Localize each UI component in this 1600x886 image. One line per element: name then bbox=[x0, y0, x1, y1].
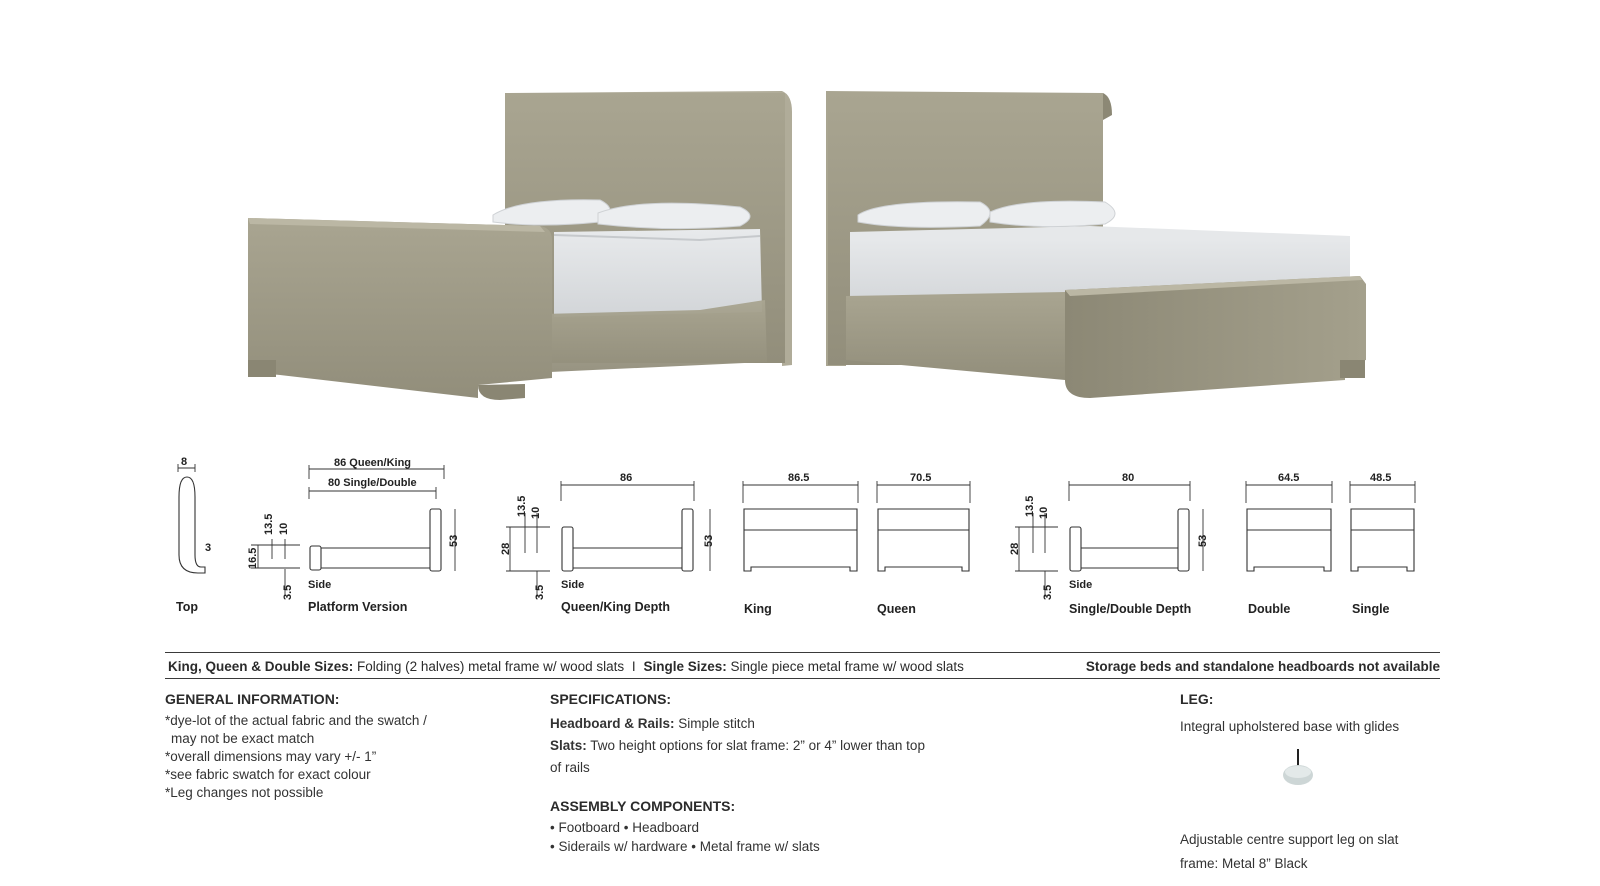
storage-notice: Storage beds and standalone headboards not available bbox=[1085, 659, 1440, 674]
platform-side-label: Side bbox=[308, 579, 332, 591]
drawing-sd-depth bbox=[1009, 472, 1209, 616]
leg-title: LEG: bbox=[1180, 691, 1214, 707]
platform-dim-sd: 80 Single/Double bbox=[328, 477, 417, 489]
double-caption: Double bbox=[1248, 602, 1291, 616]
slats-text: Two height options for slat frame: 2” or 4” lower than top bbox=[590, 738, 925, 753]
qk-h-total: 28 bbox=[500, 542, 512, 555]
platform-h-upper: 10 bbox=[278, 522, 290, 535]
general-line-3: *overall dimensions may vary +/- 1” bbox=[165, 749, 377, 764]
platform-dim-qk: 86 Queen/King bbox=[334, 457, 412, 469]
assembly-title: ASSEMBLY COMPONENTS: bbox=[550, 798, 736, 814]
general-line-4: *see fabric swatch for exact colour bbox=[165, 767, 371, 782]
single-dim-w: 48.5 bbox=[1370, 472, 1392, 484]
king-caption: King bbox=[744, 602, 772, 616]
bed-image-left bbox=[248, 91, 792, 400]
qk-h-head: 53 bbox=[703, 534, 715, 547]
king-dim-w: 86.5 bbox=[788, 472, 810, 484]
specs-slats bbox=[550, 738, 925, 753]
top-rule bbox=[165, 652, 1440, 653]
double-dim-w: 64.5 bbox=[1278, 472, 1300, 484]
qk-dim-len: 86 bbox=[620, 472, 633, 484]
kqd-text: Folding (2 halves) metal frame w/ wood slats bbox=[357, 659, 625, 674]
bed-product-images bbox=[0, 0, 1600, 430]
sd-h-total: 28 bbox=[1009, 542, 1021, 555]
drawing-single bbox=[1350, 472, 1415, 616]
headboard-label: Headboard & Rails: bbox=[550, 716, 675, 731]
platform-caption: Platform Version bbox=[308, 600, 408, 614]
bed-image-right bbox=[826, 91, 1366, 398]
sd-h-rail: 13.5 bbox=[1024, 495, 1036, 517]
bottom-rule bbox=[165, 678, 1440, 679]
specs-title: SPECIFICATIONS: bbox=[550, 691, 672, 707]
slats-label: Slats: bbox=[550, 738, 587, 753]
top-dim-depth: 3 bbox=[205, 542, 212, 554]
bar-separator: I bbox=[631, 659, 636, 674]
top-caption: Top bbox=[176, 600, 198, 614]
leg-line-3: frame: Metal 8” Black bbox=[1180, 856, 1308, 871]
frame-info-bar bbox=[168, 659, 1440, 674]
queen-caption: Queen bbox=[877, 602, 916, 616]
drawing-platform-version bbox=[247, 457, 460, 614]
qk-h-upper: 10 bbox=[530, 506, 542, 519]
platform-h-head: 53 bbox=[448, 534, 460, 547]
sd-side-label: Side bbox=[1069, 579, 1093, 591]
drawing-top bbox=[176, 456, 211, 614]
leg-line-2: Adjustable centre support leg on slat bbox=[1180, 832, 1399, 847]
general-line-2: may not be exact match bbox=[171, 731, 315, 746]
specs-slats-line2: of rails bbox=[550, 760, 590, 775]
headboard-text: Simple stitch bbox=[678, 716, 755, 731]
platform-h-rail: 13.5 bbox=[263, 513, 275, 535]
single-text: Single piece metal frame w/ wood slats bbox=[730, 659, 964, 674]
leg-line-1: Integral upholstered base with glides bbox=[1180, 719, 1400, 734]
drawing-king bbox=[743, 472, 858, 616]
drawing-qk-depth bbox=[500, 472, 715, 614]
sd-dim-len: 80 bbox=[1122, 472, 1135, 484]
general-line-5: *Leg changes not possible bbox=[165, 785, 324, 800]
sd-h-leg: 3.5 bbox=[1042, 584, 1054, 600]
assembly-line-1: • Footboard • Headboard bbox=[550, 820, 700, 835]
platform-h-leg: 3.5 bbox=[282, 584, 294, 600]
assembly-line-2: • Siderails w/ hardware • Metal frame w/ slats bbox=[550, 839, 820, 854]
single-label: Single Sizes: bbox=[643, 659, 727, 674]
queen-dim-w: 70.5 bbox=[910, 472, 932, 484]
qk-h-leg: 3.5 bbox=[534, 584, 546, 600]
general-line-1: *dye-lot of the actual fabric and the swatch / bbox=[165, 713, 427, 728]
drawing-queen bbox=[877, 472, 970, 616]
qk-h-rail: 13.5 bbox=[516, 495, 528, 517]
qk-side-label: Side bbox=[561, 579, 585, 591]
sd-caption: Single/Double Depth bbox=[1069, 602, 1192, 616]
kqd-label: King, Queen & Double Sizes: bbox=[168, 659, 354, 674]
specs-headboard bbox=[550, 716, 755, 731]
general-title: GENERAL INFORMATION: bbox=[165, 691, 340, 707]
top-dim-width: 8 bbox=[181, 456, 188, 468]
qk-caption: Queen/King Depth bbox=[561, 600, 671, 614]
platform-h-total: 16.5 bbox=[247, 547, 259, 569]
dimension-drawings bbox=[0, 455, 1600, 635]
drawing-double bbox=[1246, 472, 1332, 616]
single-caption: Single bbox=[1352, 602, 1390, 616]
glide-icon bbox=[1280, 747, 1316, 789]
sd-h-head: 53 bbox=[1197, 534, 1209, 547]
sd-h-upper: 10 bbox=[1038, 506, 1050, 519]
